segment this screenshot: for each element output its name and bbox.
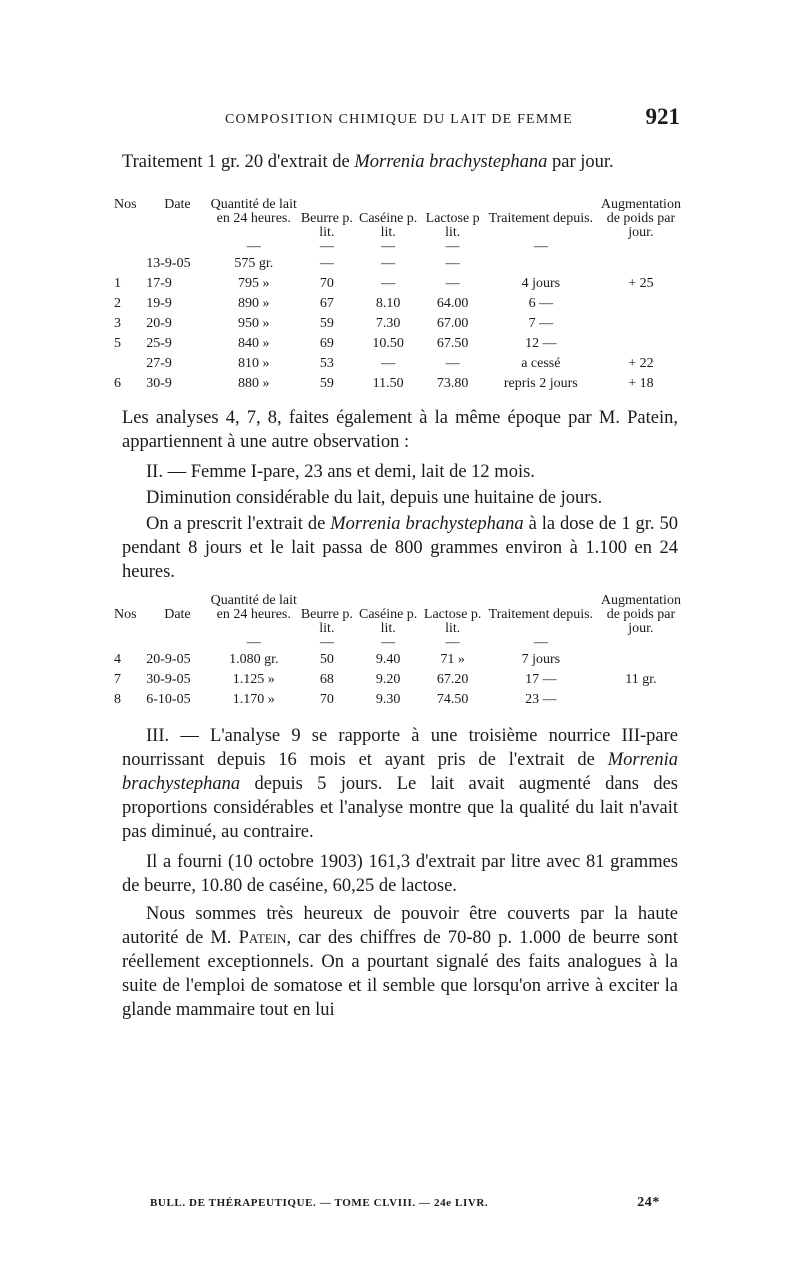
table-cell-butter: 59 <box>319 376 334 391</box>
table-cell-lactose: — <box>445 356 460 371</box>
table-cell-butter: 70 <box>319 692 334 707</box>
table-cell-butter: 59 <box>319 316 334 331</box>
table-cell-treat: 4 jours <box>521 276 561 291</box>
table-cell-date: 20-9 <box>146 316 172 331</box>
table-cell-lactose: 73.80 <box>436 376 469 391</box>
table-cell-qty: 840 » <box>238 336 270 351</box>
table-cell-butter: 53 <box>319 356 334 371</box>
table-cell-num: 2 <box>114 296 121 311</box>
table-cell-num: 3 <box>114 316 121 331</box>
table-cell-treat <box>484 254 598 274</box>
analyses-paragraph: Les analyses 4, 7, 8, faites également à la même époque par M. Patein, appartiennent à une autre observation : <box>122 408 678 452</box>
table-cell-casein: 9.30 <box>375 692 401 707</box>
table-cell-date: 27-9 <box>146 356 172 371</box>
page-footer <box>150 1197 660 1209</box>
table-cell-lactose: 64.00 <box>436 296 469 311</box>
nous-paragraph: Nous sommes très heureux de pouvoir être couverts par la haute autorité de M. Patein, car des chiffres de 70-80 p. 1.000 de beurre sont réellement exceptionnels. On a pourtant signalé des faits analogues à la suite de l'emploi de somatose et il semble que lorsqu'on arrive à exciter la glande mammaire tout en lui <box>122 904 678 1020</box>
table-header-row <box>114 594 684 636</box>
table-cell-gain: 11 gr. <box>625 672 657 687</box>
table-cell-gain <box>598 334 684 354</box>
table-row <box>114 314 684 334</box>
fourni-paragraph: Il a fourni (10 octobre 1903) 161,3 d'extrait par litre avec 81 grammes de beurre, 10.80 de caséine, 60,25 de lactose. <box>122 852 678 896</box>
diminution-paragraph: Diminution considérable du lait, depuis une huitaine de jours. <box>146 488 603 508</box>
col-butter: Beurre p. lit. <box>300 211 353 240</box>
dash: — <box>319 635 334 650</box>
dash: — <box>445 239 460 254</box>
table-cell-gain <box>598 690 684 710</box>
table-cell-lactose: 67.50 <box>436 336 469 351</box>
table-cell-casein: 8.10 <box>375 296 401 311</box>
table-cell-casein: 9.40 <box>375 652 401 667</box>
table-cell-treat: repris 2 jours <box>503 376 578 391</box>
species-name: Morrenia brachystephana <box>122 750 678 794</box>
table-cell-date: 30-9 <box>146 376 172 391</box>
dash: — <box>246 635 261 650</box>
table-cell-butter: 67 <box>319 296 334 311</box>
table-cell-num: 5 <box>114 336 121 351</box>
table-cell-date: 13-9-05 <box>146 256 191 271</box>
table-cell-lactose: 71 » <box>440 652 465 667</box>
table-cell-date: 25-9 <box>146 336 172 351</box>
table-cell-butter: 68 <box>319 672 334 687</box>
table-cell-treat: 7 jours <box>521 652 561 667</box>
dash: — <box>319 239 334 254</box>
dash-row <box>114 636 684 650</box>
table-cell-qty: 890 » <box>238 296 270 311</box>
author-name: Patein <box>238 928 287 948</box>
table-cell-qty: 795 » <box>238 276 270 291</box>
table-row <box>114 274 684 294</box>
page-header <box>120 104 680 138</box>
table-cell-lactose: — <box>445 256 460 271</box>
journal-reference: BULL. DE THÉRAPEUTIQUE. — TOME CLVIII. — 24e LIVR. <box>150 1197 489 1209</box>
table-cell-date: 6-10-05 <box>146 692 191 707</box>
table-cell-casein: — <box>381 356 396 371</box>
table-cell-qty: 810 » <box>238 356 270 371</box>
species-name: Morrenia brachystephana <box>354 152 548 172</box>
table-cell-casein: 7.30 <box>375 316 401 331</box>
dash: — <box>246 239 261 254</box>
table-cell-num: 8 <box>114 692 121 707</box>
table-cell-lactose: 74.50 <box>436 692 469 707</box>
col-date: Date <box>164 197 191 212</box>
table-cell-qty: 880 » <box>238 376 270 391</box>
table-cell-treat: 12 — <box>525 336 557 351</box>
table-cell-treat: 17 — <box>525 672 557 687</box>
col-lactose: Lactose p lit. <box>425 211 480 240</box>
col-treatment: Traitement depuis. <box>488 211 594 226</box>
dash: — <box>381 635 396 650</box>
col-butter: Beurre p. lit. <box>300 607 353 636</box>
col-date: Date <box>164 607 191 622</box>
table-cell-qty: 575 gr. <box>234 256 274 271</box>
table-cell-date: 19-9 <box>146 296 172 311</box>
table-cell-gain <box>598 254 684 274</box>
dash-row <box>114 240 684 254</box>
table-cell-butter: 70 <box>319 276 334 291</box>
table-cell-treat: 7 — <box>528 316 554 331</box>
table-row <box>114 690 684 710</box>
table-cell-gain: + 25 <box>628 276 654 291</box>
table-cell-butter: 50 <box>319 652 334 667</box>
table-cell-gain <box>598 314 684 334</box>
table-cell-lactose: 67.00 <box>436 316 469 331</box>
observation-ii: II. — Femme I-pare, 23 ans et demi, lait de 12 mois. <box>146 462 535 482</box>
col-num: Nos <box>114 607 137 622</box>
table-cell-butter: 69 <box>319 336 334 351</box>
col-treatment: Traitement depuis. <box>488 607 594 622</box>
table-header-row <box>114 198 684 240</box>
signature-mark: 24* <box>637 1195 660 1210</box>
table-cell-gain <box>598 650 684 670</box>
table-cell-casein: — <box>381 276 396 291</box>
table-cell-butter: — <box>319 256 334 271</box>
table-2 <box>114 594 684 710</box>
dash: — <box>533 239 548 254</box>
page-number: 921 <box>645 104 680 129</box>
observation-iii: III. — L'analyse 9 se rapporte à une troisième nourrice III-pare nourrissant depuis 16 mois et ayant pris de l'extrait de Morrenia brachystephana depuis 5 jours. Le lait avait augmenté dans des proportions considérables et l'analyse montre que la qualité du lait n'avait pas diminué, au contraire. <box>122 726 678 842</box>
table-cell-date: 17-9 <box>146 276 172 291</box>
table-row <box>114 294 684 314</box>
table-row <box>114 650 684 670</box>
dash: — <box>533 635 548 650</box>
table-cell-treat: a cessé <box>521 356 561 371</box>
table-cell-casein: 11.50 <box>372 376 404 391</box>
table-cell-num: 4 <box>114 652 121 667</box>
table-row <box>114 254 684 274</box>
table-cell-num: 6 <box>114 376 121 391</box>
table-row <box>114 374 684 394</box>
running-title: COMPOSITION CHIMIQUE DU LAIT DE FEMME <box>225 112 573 127</box>
dash: — <box>381 239 396 254</box>
table-row <box>114 670 684 690</box>
table-cell-casein: 10.50 <box>372 336 404 351</box>
col-gain: Augmentation de poids par jour. <box>600 593 681 636</box>
table-cell-casein: 9.20 <box>375 672 401 687</box>
table-cell-lactose: — <box>445 276 460 291</box>
table-cell-casein: — <box>381 256 396 271</box>
table-cell-gain: + 18 <box>628 376 654 391</box>
table-cell-num <box>114 254 146 274</box>
table-cell-num <box>114 354 146 374</box>
table-row <box>114 334 684 354</box>
table-cell-qty: 950 » <box>238 316 270 331</box>
table-row <box>114 354 684 374</box>
table-cell-treat: 23 — <box>525 692 557 707</box>
table-cell-qty: 1.125 » <box>232 672 275 687</box>
species-name: Morrenia brachystephana <box>330 514 524 534</box>
dash: — <box>445 635 460 650</box>
col-lactose: Lactose p. lit. <box>423 607 482 636</box>
col-gain: Augmentation de poids par jour. <box>600 197 681 240</box>
table-cell-date: 30-9-05 <box>146 672 191 687</box>
table-1 <box>114 198 684 394</box>
col-casein: Caséine p. lit. <box>358 211 418 240</box>
table-cell-qty: 1.170 » <box>232 692 275 707</box>
col-casein: Caséine p. lit. <box>358 607 418 636</box>
col-quantity: Quantité de lait en 24 heures. <box>210 593 297 622</box>
table-cell-gain <box>598 294 684 314</box>
col-quantity: Quantité de lait en 24 heures. <box>210 197 297 226</box>
treatment-intro: Traitement 1 gr. 20 d'extrait de Morrenia brachystephana par jour. <box>122 152 614 172</box>
table-cell-qty: 1.080 gr. <box>229 652 279 667</box>
table-cell-lactose: 67.20 <box>436 672 469 687</box>
table-cell-num: 7 <box>114 672 121 687</box>
table-cell-date: 20-9-05 <box>146 652 191 667</box>
table-cell-gain: + 22 <box>628 356 654 371</box>
table-cell-num: 1 <box>114 276 121 291</box>
col-num: Nos <box>114 197 137 212</box>
table-cell-treat: 6 — <box>528 296 554 311</box>
prescription-paragraph: On a prescrit l'extrait de Morrenia brachystephana à la dose de 1 gr. 50 pendant 8 jours et le lait passa de 800 grammes environ à 1.100 en 24 heures. <box>122 514 679 582</box>
